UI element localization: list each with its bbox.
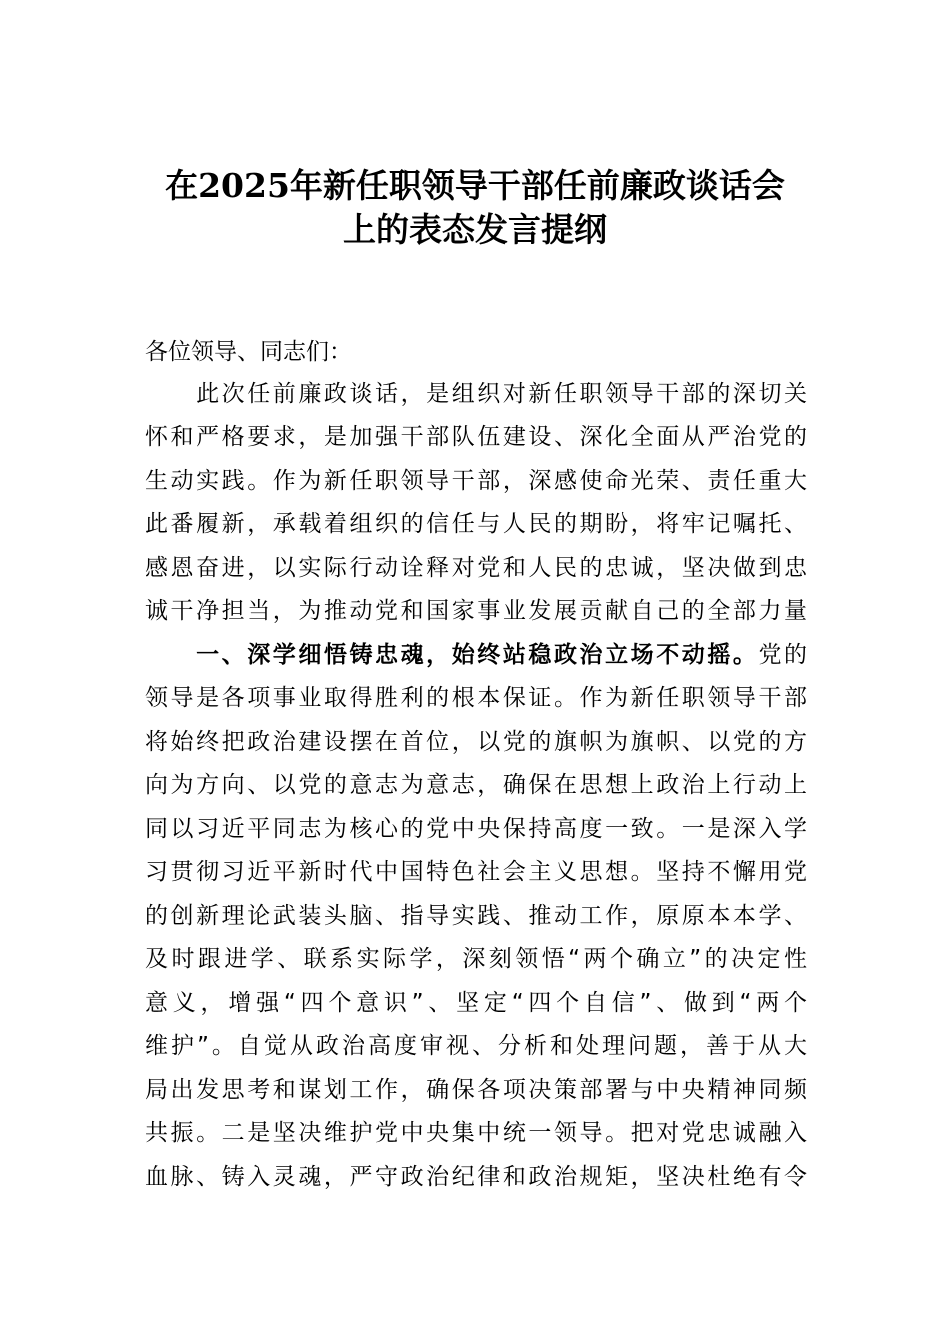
paragraph-line: 怀和严格要求，是加强干部队伍建设、深化全面从严治党的	[145, 424, 807, 450]
paragraph-line: 生动实践。作为新任职领导干部，深感使命光荣、责任重大	[145, 468, 807, 494]
paragraph-line: 将始终把政治建设摆在首位，以党的旗帜为旗帜、以党的方	[145, 729, 807, 755]
paragraph-line: 诚干净担当，为推动党和国家事业发展贡献自己的全部力量	[145, 598, 807, 624]
salutation: 各位领导、同志们：	[145, 339, 352, 365]
paragraph-line: 习贯彻习近平新时代中国特色社会主义思想。坚持不懈用党	[145, 859, 807, 885]
paragraph-line: 感恩奋进，以实际行动诠释对党和人民的忠诚，坚决做到忠	[145, 555, 807, 581]
paragraph-line: 同以习近平同志为核心的党中央保持高度一致。一是深入学	[145, 816, 807, 842]
section-1-heading: 一、深学细悟铸忠魂，始终站稳政治立场不动摇。	[145, 642, 759, 668]
paragraph-line: 及时跟进学、联系实际学，深刻领悟“两个确立”的决定性	[145, 946, 807, 972]
paragraph-line: 局出发思考和谋划工作，确保各项决策部署与中央精神同频	[145, 1077, 807, 1103]
section-1-heading-tail: 党的	[758, 642, 808, 668]
paragraph-line: 的创新理论武装头脑、指导实践、推动工作，原原本本学、	[145, 903, 807, 929]
paragraph-line: 此番履新，承载着组织的信任与人民的期盼，将牢记嘱托、	[145, 511, 807, 537]
paragraph-line: 向为方向、以党的意志为意志，确保在思想上政治上行动上	[145, 772, 807, 798]
paragraph-line: 意义，增强“四个意识”、坚定“四个自信”、做到“两个	[145, 990, 807, 1016]
section-heading-line	[145, 641, 807, 669]
paragraph-line: 共振。二是坚决维护党中央集中统一领导。把对党忠诚融入	[145, 1120, 807, 1146]
document-title-line-1: 在2025年新任职领导干部任前廉政谈话会	[165, 166, 785, 205]
paragraph-line: 此次任前廉政谈话，是组织对新任职领导干部的深切关	[145, 381, 807, 407]
paragraph-line: 领导是各项事业取得胜利的根本保证。作为新任职领导干部	[145, 685, 807, 711]
paragraph-line: 血脉、铸入灵魂，严守政治纪律和政治规矩，坚决杜绝有令	[145, 1164, 807, 1190]
paragraph-line: 维护”。自觉从政治高度审视、分析和处理问题，善于从大	[145, 1033, 807, 1059]
document-title-line-2: 上的表态发言提纲	[343, 210, 607, 249]
